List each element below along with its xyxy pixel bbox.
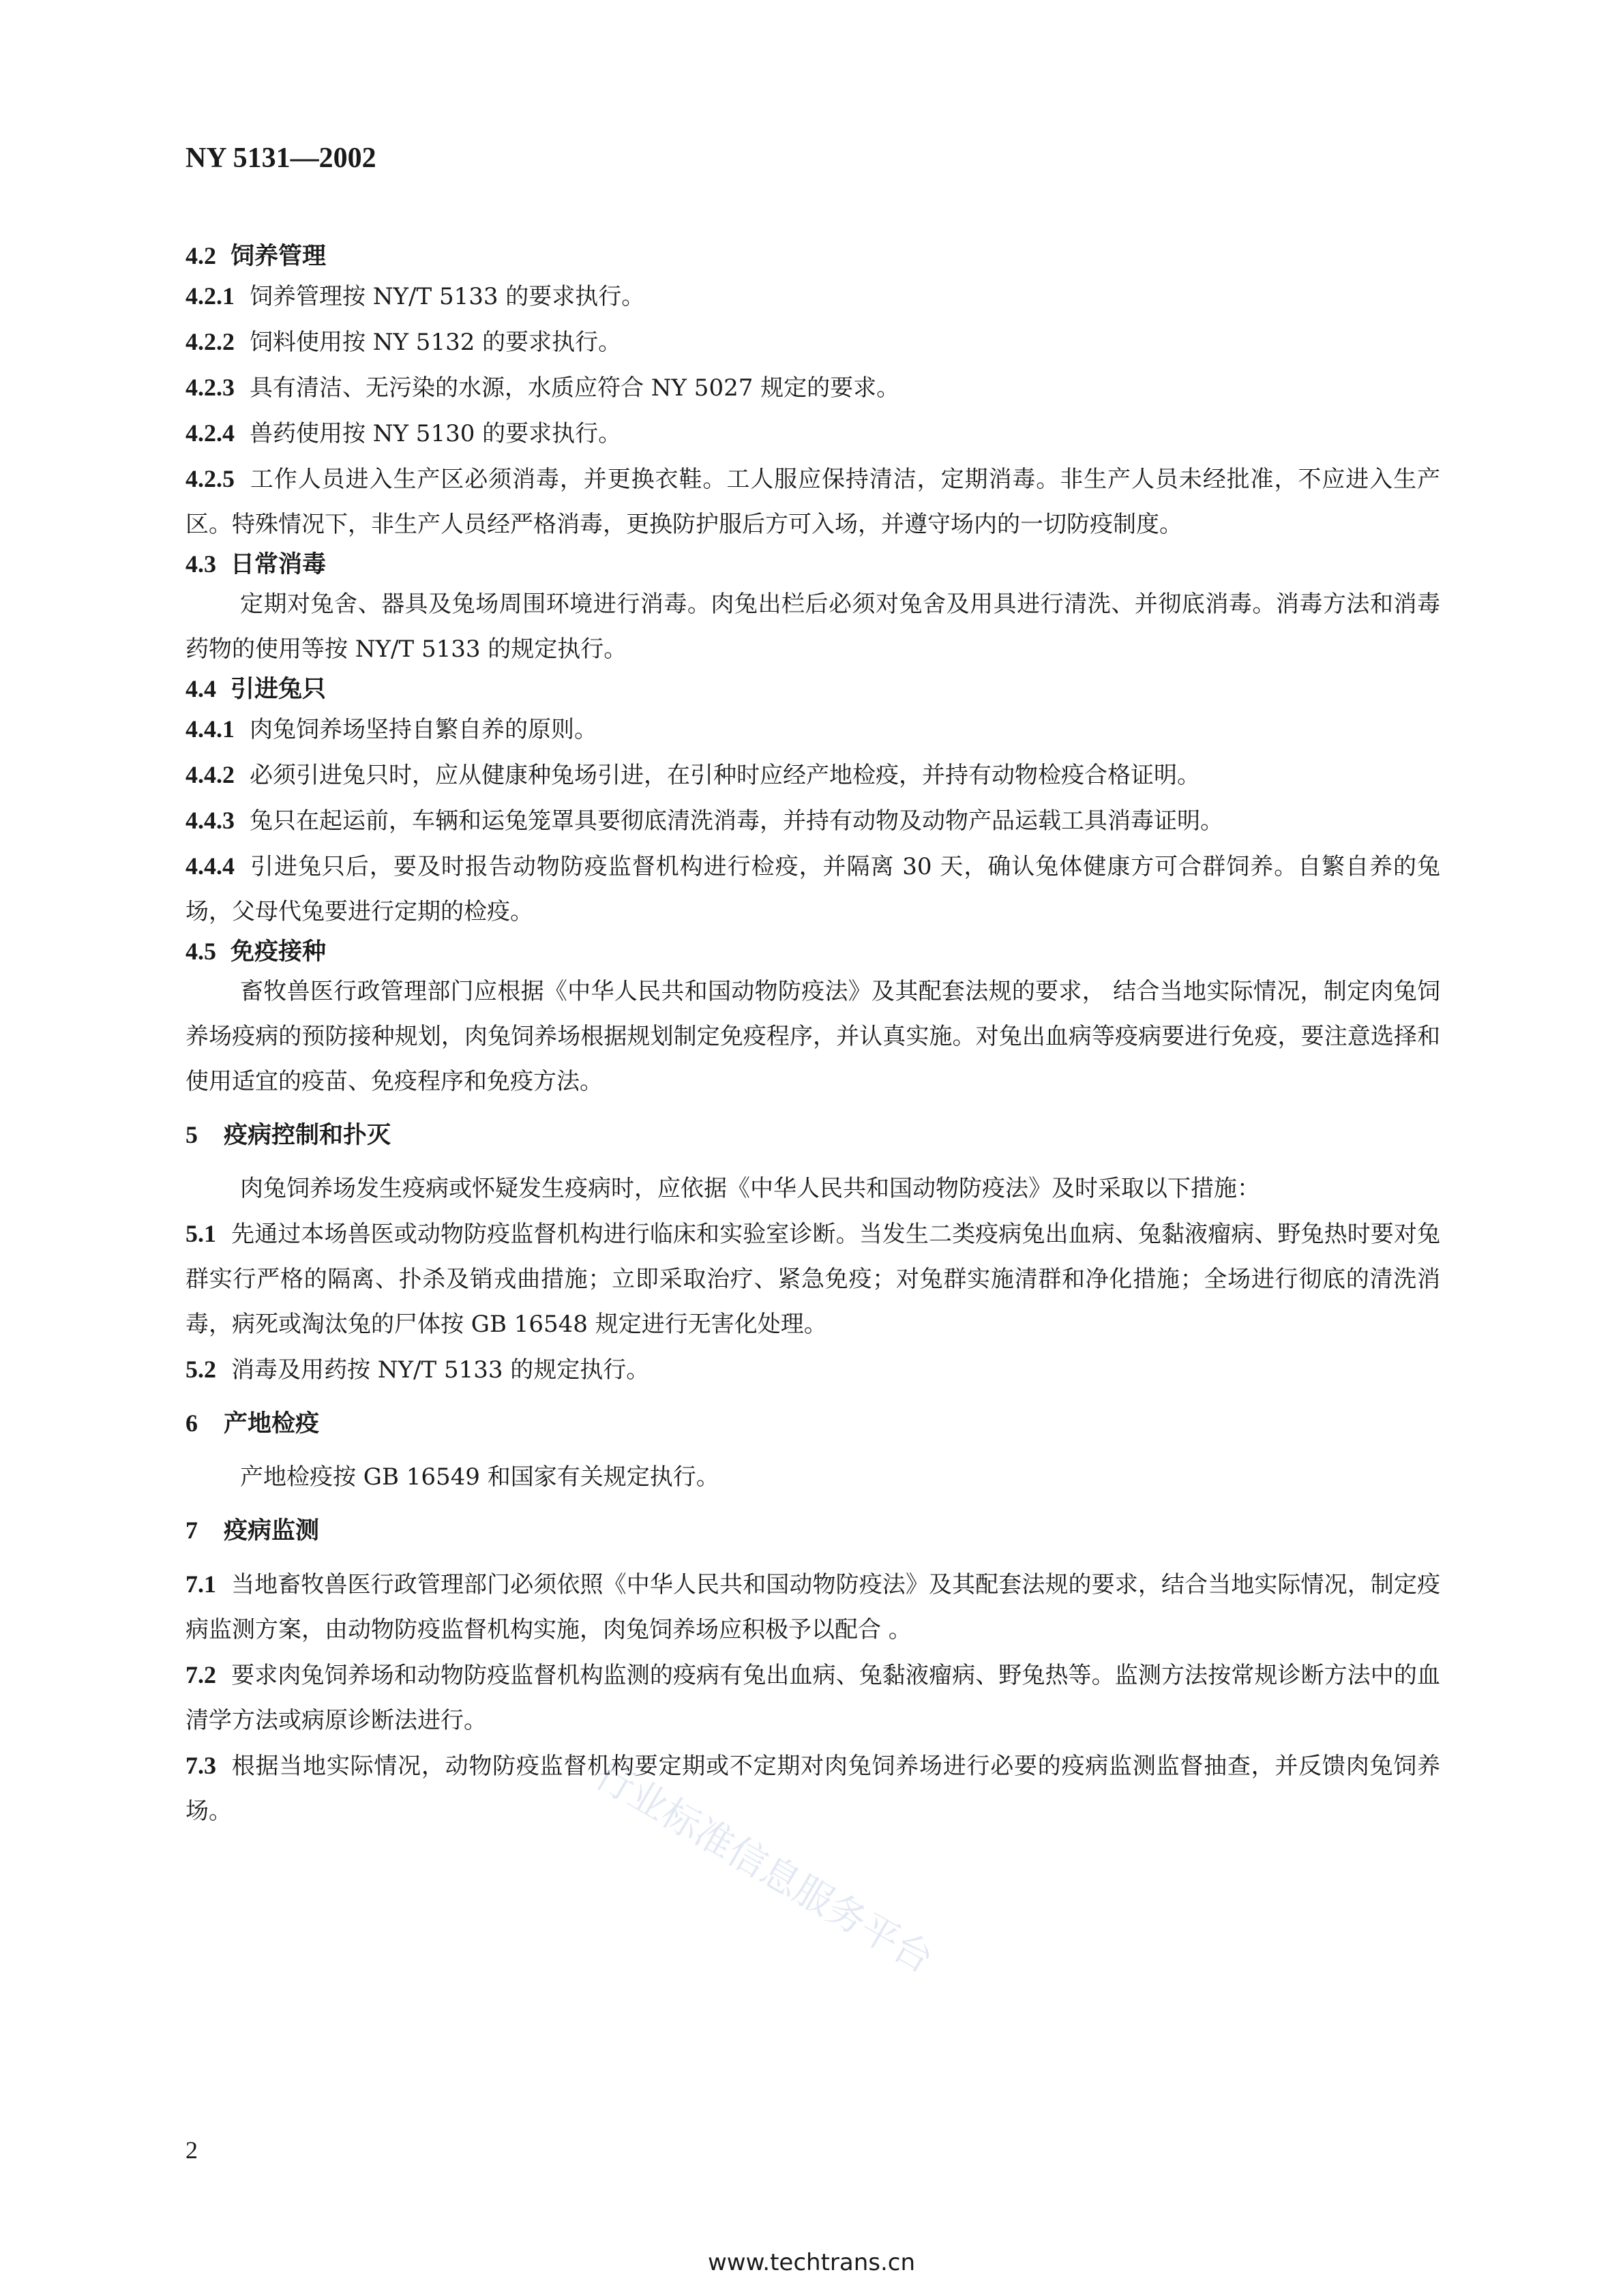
clause <box>185 273 1440 319</box>
clause <box>185 706 1440 752</box>
clause-text: 当地畜牧兽医行政管理部门必须依照《中华人民共和国动物防疫法》及其配套法规的要求，结合当地实际情况，制定疫病监测方案，由动物防疫监督机构实施，肉兔饲养场应积极予以配合 。 <box>185 1571 1440 1643</box>
clause <box>185 1347 1440 1392</box>
watermark: 行业标准信息服务平台 <box>587 1753 940 1982</box>
clause-text: 工作人员进入生产区必须消毒，并更换衣鞋。工人服应保持清洁，定期消毒。非生产人员未经批准，不应进入生产区。特殊情况下，非生产人员经严格消毒，更换防护服后方可入场，并遵守场内的一切防疫制度。 <box>185 466 1440 538</box>
clause-number: 4.2.4 <box>185 419 235 447</box>
heading-number: 4.3 <box>185 550 216 578</box>
section-heading <box>185 934 1440 969</box>
heading-number: 7 <box>185 1517 198 1544</box>
heading-text: 产地检疫 <box>224 1410 320 1437</box>
clause-number: 7.1 <box>185 1570 216 1598</box>
heading-text: 引进兔只 <box>230 676 327 703</box>
clause-number: 4.4.1 <box>185 715 235 743</box>
clause-number: 7.3 <box>185 1752 216 1779</box>
clause-number: 4.4.4 <box>185 852 235 880</box>
clause-number: 4.2.2 <box>185 328 235 355</box>
clause <box>185 319 1440 365</box>
heading-text: 饲养管理 <box>230 243 327 270</box>
clause-text: 要求肉兔饲养场和动物防疫监督机构监测的疫病有兔出血病、兔黏液瘤病、野兔热等。监测方法按常规诊断方法中的血清学方法或病原诊断法进行。 <box>185 1662 1440 1734</box>
clause-text: 根据当地实际情况，动物防疫监督机构要定期或不定期对肉兔饲养场进行必要的疫病监测监督抽查，并反馈肉兔饲养场。 <box>185 1753 1440 1825</box>
clause <box>185 752 1440 798</box>
clause-number: 4.4.2 <box>185 761 235 788</box>
heading-text: 疫病控制和扑灭 <box>224 1122 391 1149</box>
clause-text: 引进兔只后，要及时报告动物防疫监督机构进行检疫，并隔离 30 天，确认兔体健康方可合群饲养。自繁自养的兔场，父母代兔要进行定期的检疫。 <box>185 853 1440 925</box>
chapter-heading <box>185 1406 1440 1441</box>
clause <box>185 365 1440 411</box>
clause <box>185 798 1440 844</box>
heading-text: 免疫接种 <box>230 938 327 966</box>
paragraph: 肉兔饲养场发生疫病或怀疑发生疫病时，应依据《中华人民共和国动物防疫法》及时采取以下措施： <box>240 1175 1260 1202</box>
clause-number: 5.1 <box>185 1220 216 1247</box>
clause-number: 4.2.5 <box>185 465 235 492</box>
document-body <box>185 239 1440 1834</box>
clause <box>185 844 1440 934</box>
heading-text: 日常消毒 <box>230 551 327 578</box>
clause-number: 4.2.3 <box>185 374 235 401</box>
heading-number: 5 <box>185 1121 198 1148</box>
footer-url[interactable]: www.techtrans.cn <box>707 2249 916 2276</box>
heading-number: 6 <box>185 1410 198 1437</box>
clause-text: 先通过本场兽医或动物防疫监督机构进行临床和实验室诊断。当发生二类疫病兔出血病、兔黏液瘤病、野兔热时要对兔群实行严格的隔离、扑杀及销戎曲措施；立即采取治疗、紧急免疫；对兔群实施清群和净化措施；全场进行彻底的清洗消毒，病死或淘汰兔的尸体按 GB 16548 规定进行无害化处理。 <box>185 1221 1440 1338</box>
section-heading <box>185 672 1440 706</box>
standard-code: NY 5131—2002 <box>185 143 376 174</box>
paragraph: 畜牧兽医行政管理部门应根据《中华人民共和国动物防疫法》及其配套法规的要求， 结合当地实际情况，制定肉兔饲养场疫病的预防接种规划，肉兔饲养场根据规划制定免疫程序，并认真实施。对兔出血病等疫病要进行免疫，要注意选择和使用适宜的疫苗、免疫程序和免疫方法。 <box>185 978 1440 1095</box>
heading-number: 4.4 <box>185 675 216 702</box>
clause <box>185 411 1440 456</box>
clause <box>185 1652 1440 1743</box>
clause-text: 具有清洁、无污染的水源，水质应符合 NY 5027 规定的要求。 <box>250 374 900 402</box>
clause-number: 4.4.3 <box>185 807 235 834</box>
heading-text: 疫病监测 <box>224 1517 320 1545</box>
chapter-heading <box>185 1118 1440 1152</box>
clause-text: 兔只在起运前，车辆和运兔笼罩具要彻底清洗消毒，并持有动物及动物产品运载工具消毒证明。 <box>250 807 1223 835</box>
paragraph: 定期对兔舍、器具及兔场周围环境进行消毒。肉兔出栏后必须对兔舍及用具进行清洗、并彻底消毒。消毒方法和消毒药物的使用等按 NY/T 5133 的规定执行。 <box>185 591 1440 663</box>
paragraph: 产地检疫按 GB 16549 和国家有关规定执行。 <box>240 1463 719 1491</box>
clause-text: 必须引进兔只时，应从健康种兔场引进，在引种时应经产地检疫，并持有动物检疫合格证明。 <box>250 762 1200 789</box>
section-heading <box>185 547 1440 582</box>
clause <box>185 1743 1440 1834</box>
clause-number: 4.2.1 <box>185 282 235 310</box>
clause-text: 肉兔饲养场坚持自繁自养的原则。 <box>250 716 597 743</box>
clause-text: 消毒及用药按 NY/T 5133 的规定执行。 <box>231 1356 650 1384</box>
clause <box>185 456 1440 547</box>
section-heading <box>185 239 1440 273</box>
clause <box>185 1562 1440 1652</box>
clause <box>185 1211 1440 1347</box>
heading-number: 4.2 <box>185 242 216 269</box>
clause-text: 饲料使用按 NY 5132 的要求执行。 <box>250 329 622 356</box>
clause-text: 兽药使用按 NY 5130 的要求执行。 <box>250 420 622 447</box>
clause-text: 饲养管理按 NY/T 5133 的要求执行。 <box>250 283 645 310</box>
page-number: 2 <box>185 2136 198 2164</box>
heading-number: 4.5 <box>185 938 216 965</box>
chapter-heading <box>185 1513 1440 1548</box>
clause-number: 7.2 <box>185 1661 216 1688</box>
clause-number: 5.2 <box>185 1356 216 1383</box>
